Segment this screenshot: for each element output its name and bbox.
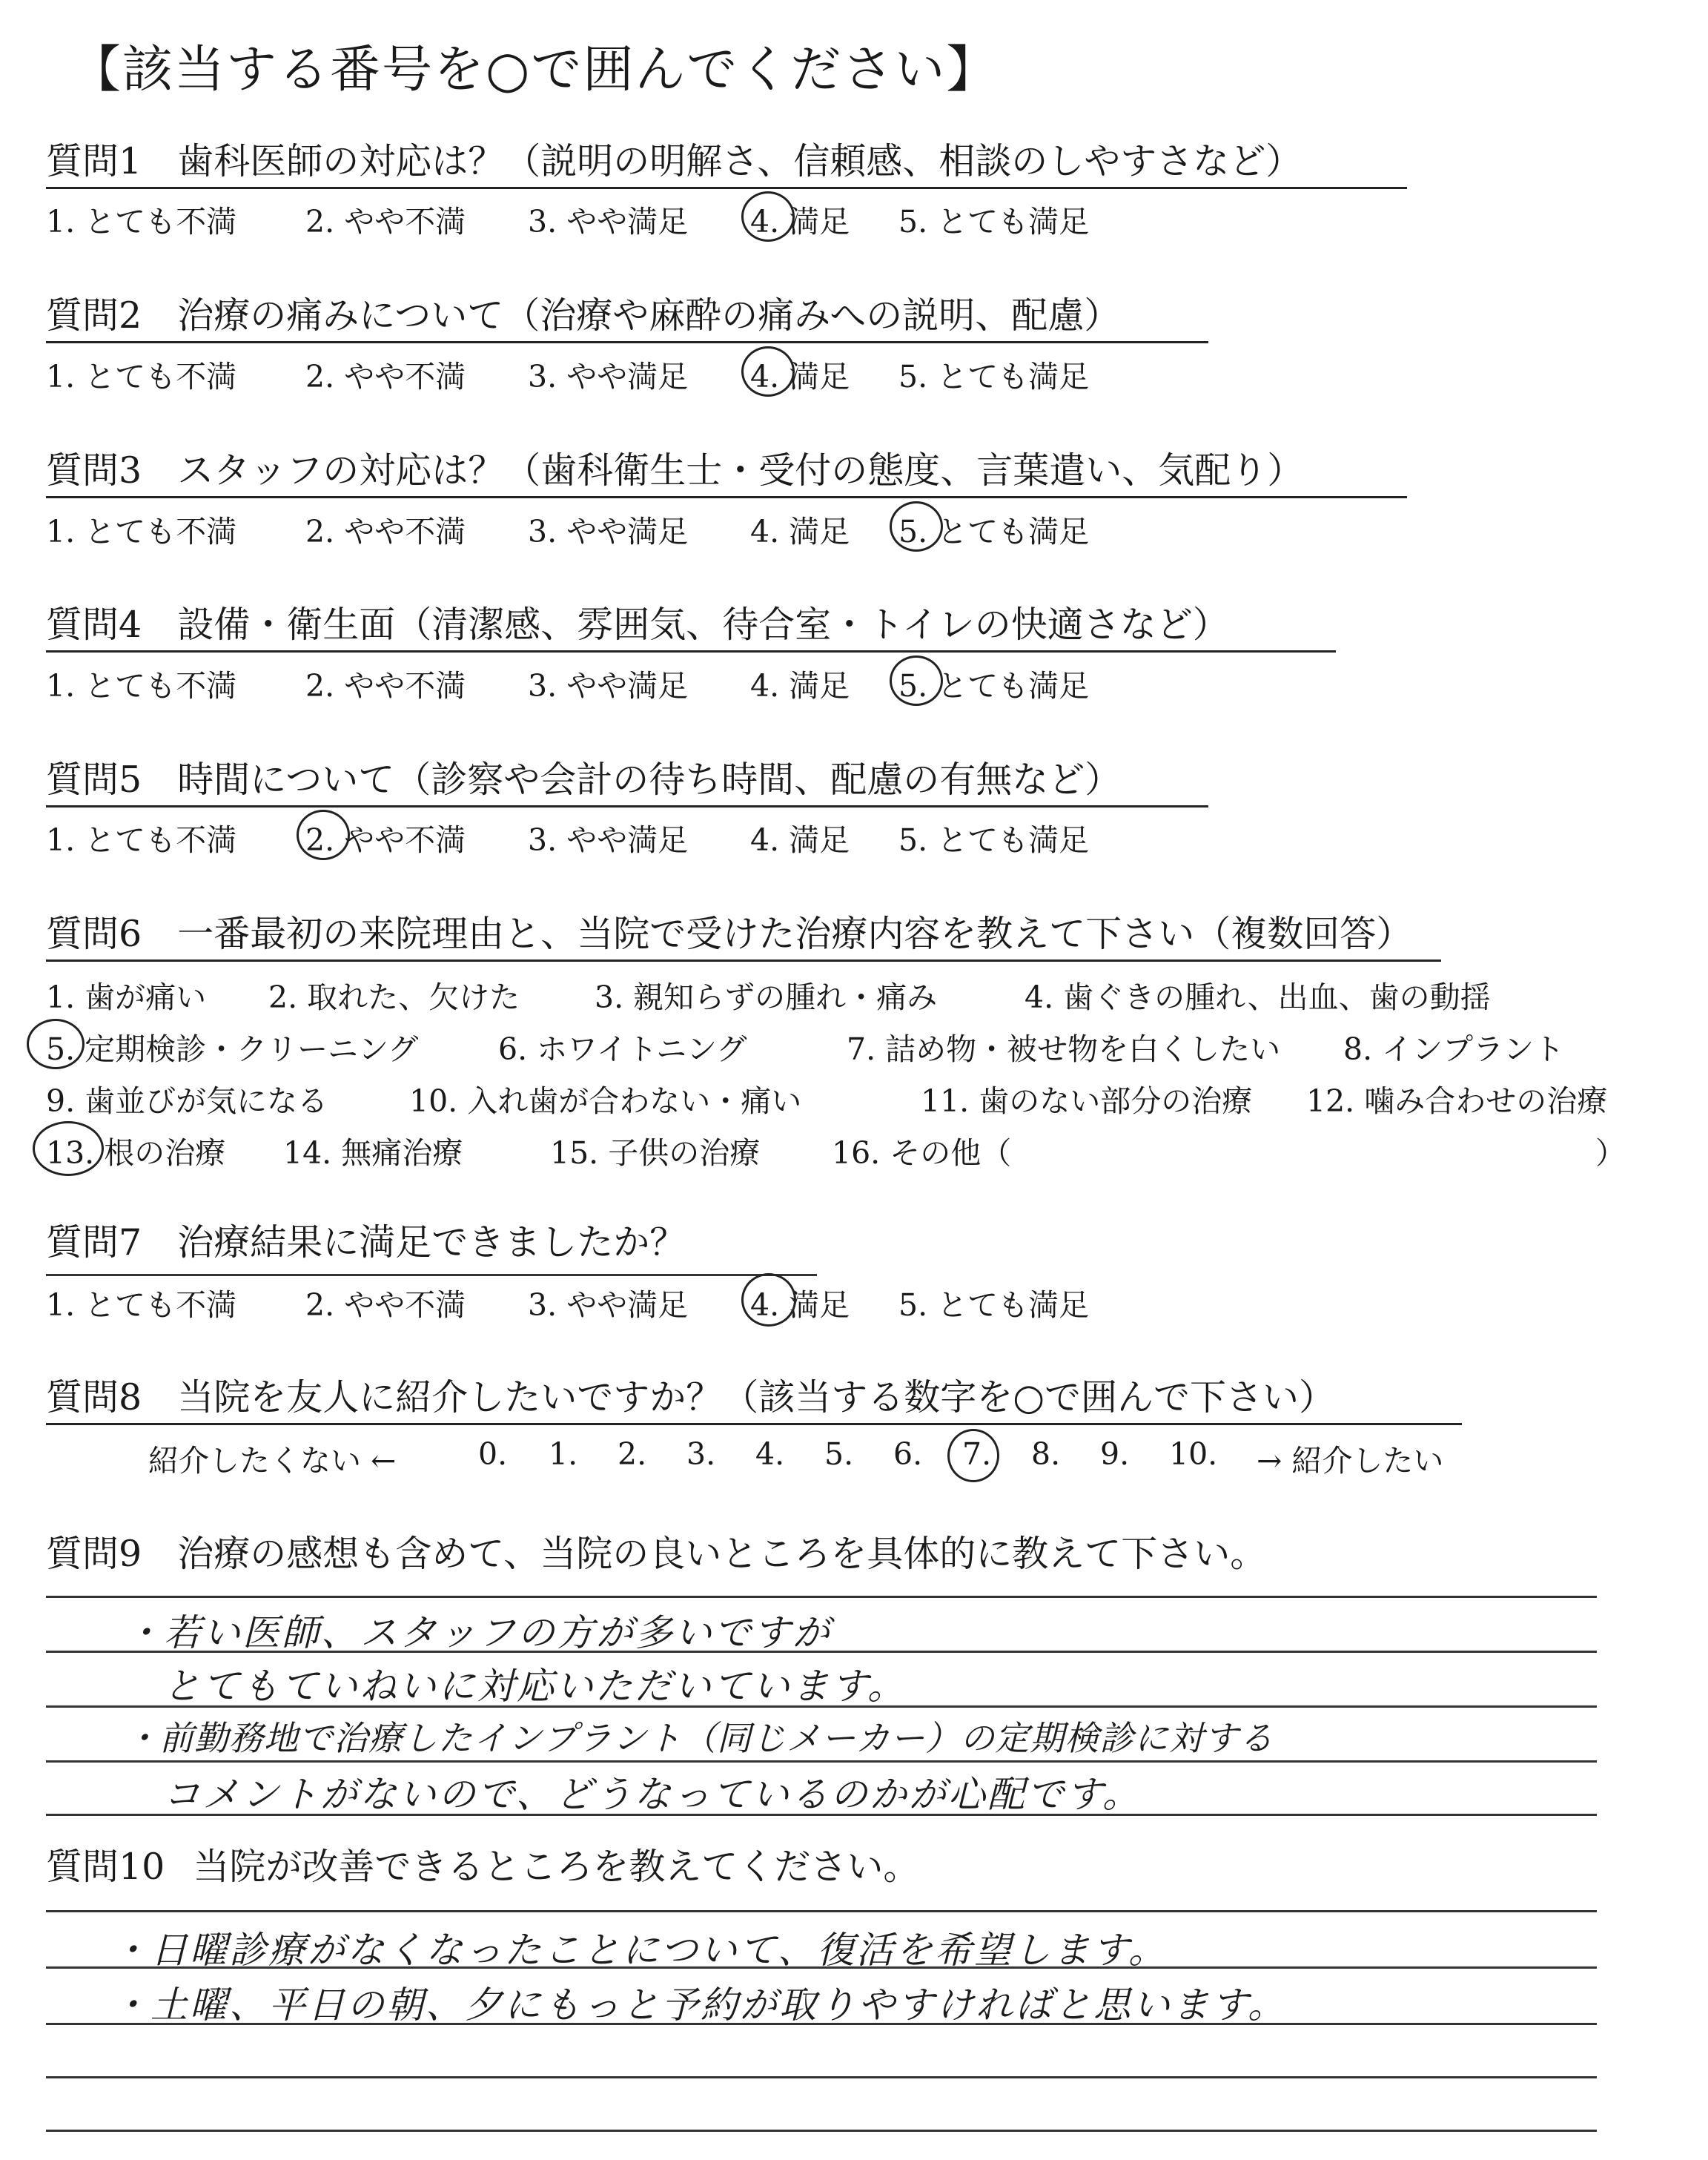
option-1[interactable]: 1. とても不満 [46,204,237,240]
other-close-paren: ） [1595,1135,1626,1171]
option-7[interactable]: 7. 詰め物・被せ物を白くしたい [847,1031,1281,1067]
answer-line [46,2076,1597,2078]
option-5[interactable]: 5. とても満足 [898,822,1090,858]
scale-5[interactable]: 5. [824,1436,854,1472]
option-2[interactable]: 2. やや不満 [305,359,466,394]
question-4-text: 設備・衛生面（清潔感、雰囲気、待合室・トイレの快適さなど） [177,604,1229,646]
question-3-title [46,450,1407,498]
scale-10[interactable]: 10. [1169,1436,1218,1472]
option-8[interactable]: 8. インプラント [1343,1031,1565,1067]
option-2[interactable]: 2. やや不満 [305,514,466,549]
answer-line [46,1596,1597,1598]
option-1[interactable]: 1. とても不満 [46,668,237,704]
scale-high-label: → 紹介したい [1257,1443,1444,1479]
option-3[interactable]: 3. やや満足 [528,514,689,549]
question-7-text: 治療結果に満足できましたか？ [177,1221,686,1264]
question-3-text: スタッフの対応は？（歯科衛生士・受付の態度、言葉遣い、気配り） [177,449,1304,492]
option-2[interactable]: 2. やや不満 [305,1287,466,1323]
question-2-number: 質問2 [46,294,142,337]
option-9[interactable]: 9. 歯並びが気になる [46,1083,328,1119]
question-7-underline [46,1274,817,1276]
scale-2[interactable]: 2. [618,1436,647,1472]
handwritten-answer: とてもていねいに対応いただいています。 [163,1665,907,1708]
scale-9[interactable]: 9. [1100,1436,1130,1472]
question-7-number: 質問7 [46,1221,142,1264]
question-5-title [46,759,1208,807]
option-2[interactable]: 2. やや不満 [305,822,466,858]
scale-6[interactable]: 6. [893,1436,923,1472]
handwritten-answer: ・土曜、平日の朝、夕にもっと予約が取りやすければと思います。 [111,1984,1287,2027]
option-4[interactable]: 4. 歯ぐきの腫れ、出血、歯の動揺 [1025,980,1491,1015]
scale-3[interactable]: 3. [686,1436,716,1472]
question-1-text: 歯科医師の対応は？（説明の明解さ、信頼感、相談のしやすさなど） [177,140,1302,182]
question-1-number: 質問1 [46,140,142,182]
question-1-title [46,141,1407,189]
option-5[interactable]: 5. とても満足 [898,514,1090,549]
question-7-title [46,1222,686,1268]
option-12[interactable]: 12. 噛み合わせの治療 [1306,1083,1608,1119]
option-3[interactable]: 3. やや満足 [528,204,689,240]
option-2[interactable]: 2. やや不満 [305,204,466,240]
question-4-title [46,604,1336,653]
option-5[interactable]: 5. とても満足 [898,668,1090,704]
question-3-number: 質問3 [46,449,142,492]
option-4[interactable]: 4. 満足 [750,822,850,858]
question-5-text: 時間について（診察や会計の待ち時間、配慮の有無など） [177,759,1122,801]
option-4[interactable]: 4. 満足 [750,359,850,394]
option-5[interactable]: 5. とても満足 [898,204,1090,240]
question-8-text: 当院を友人に紹介したいですか？（該当する数字を○で囲んで下さい） [177,1376,1335,1418]
question-2-text: 治療の痛みについて（治療や麻酔の痛みへの説明、配慮） [177,294,1121,337]
option-2[interactable]: 2. やや不満 [305,668,466,704]
question-8-title [46,1377,1462,1425]
option-5[interactable]: 5. とても満足 [898,1287,1090,1323]
scale-1[interactable]: 1. [549,1436,578,1472]
option-5[interactable]: 5. 定期検診・クリーニング [46,1031,419,1067]
question-10-title [46,1846,919,1892]
page-title: 【該当する番号を○で囲んでください】 [70,41,999,99]
option-4[interactable]: 4. 満足 [750,514,850,549]
option-4[interactable]: 4. 満足 [750,1287,850,1323]
option-1[interactable]: 1. とても不満 [46,822,237,858]
answer-line [46,1760,1597,1763]
option-14[interactable]: 14. 無痛治療 [283,1135,463,1171]
question-9-title [46,1533,1266,1579]
question-2-title [46,295,1208,343]
handwritten-answer: ・前勤務地で治療したインプラント（同じメーカー）の定期検診に対する [125,1718,1274,1758]
option-3[interactable]: 3. 親知らずの腫れ・痛み [595,980,938,1015]
option-4[interactable]: 4. 満足 [750,204,850,240]
scale-7[interactable]: 7. [962,1436,992,1472]
answer-line [46,1910,1597,1912]
option-6[interactable]: 6. ホワイトニング [498,1031,747,1067]
option-16[interactable]: 16. その他（ [832,1135,1012,1171]
option-3[interactable]: 3. やや満足 [528,668,689,704]
handwritten-answer: コメントがないので、どうなっているのかが心配です。 [163,1773,1142,1816]
question-8-number: 質問8 [46,1376,142,1418]
question-6-title [46,914,1441,962]
scale-low-label: 紹介したくない ← [148,1443,397,1479]
option-1[interactable]: 1. とても不満 [46,514,237,549]
option-2[interactable]: 2. 取れた、欠けた [268,980,520,1015]
question-9-number: 質問9 [46,1533,142,1575]
question-10-number: 質問10 [46,1846,165,1888]
option-11[interactable]: 11. 歯のない部分の治療 [921,1083,1253,1119]
scale-8[interactable]: 8. [1031,1436,1061,1472]
option-5[interactable]: 5. とても満足 [898,359,1090,394]
scale-4[interactable]: 4. [755,1436,785,1472]
option-3[interactable]: 3. やや満足 [528,822,689,858]
handwritten-answer: ・日曜診療がなくなったことについて、復活を希望します。 [111,1929,1168,1972]
question-6-options [46,973,1677,1188]
option-1[interactable]: 1. とても不満 [46,1287,237,1323]
question-9-text: 治療の感想も含めて、当院の良いところを具体的に教えて下さい。 [177,1533,1267,1575]
option-1[interactable]: 1. とても不満 [46,359,237,394]
option-1[interactable]: 1. 歯が痛い [46,980,207,1015]
option-3[interactable]: 3. やや満足 [528,1287,689,1323]
scale-0[interactable]: 0. [478,1436,508,1472]
question-6-number: 質問6 [46,913,142,955]
option-15[interactable]: 15. 子供の治療 [550,1135,761,1171]
option-10[interactable]: 10. 入れ歯が合わない・痛い [409,1083,802,1119]
option-13[interactable]: 13. 根の治療 [46,1135,226,1171]
question-5-number: 質問5 [46,759,142,801]
answer-line [46,2130,1597,2132]
handwritten-answer: ・若い医師、スタッフの方が多いですが [125,1611,832,1654]
question-4-number: 質問4 [46,604,142,646]
question-6-text: 一番最初の来院理由と、当院で受けた治療内容を教えて下さい（複数回答） [177,913,1413,955]
option-4[interactable]: 4. 満足 [750,668,850,704]
option-3[interactable]: 3. やや満足 [528,359,689,394]
question-10-text: 当院が改善できるところを教えてください。 [193,1846,920,1888]
